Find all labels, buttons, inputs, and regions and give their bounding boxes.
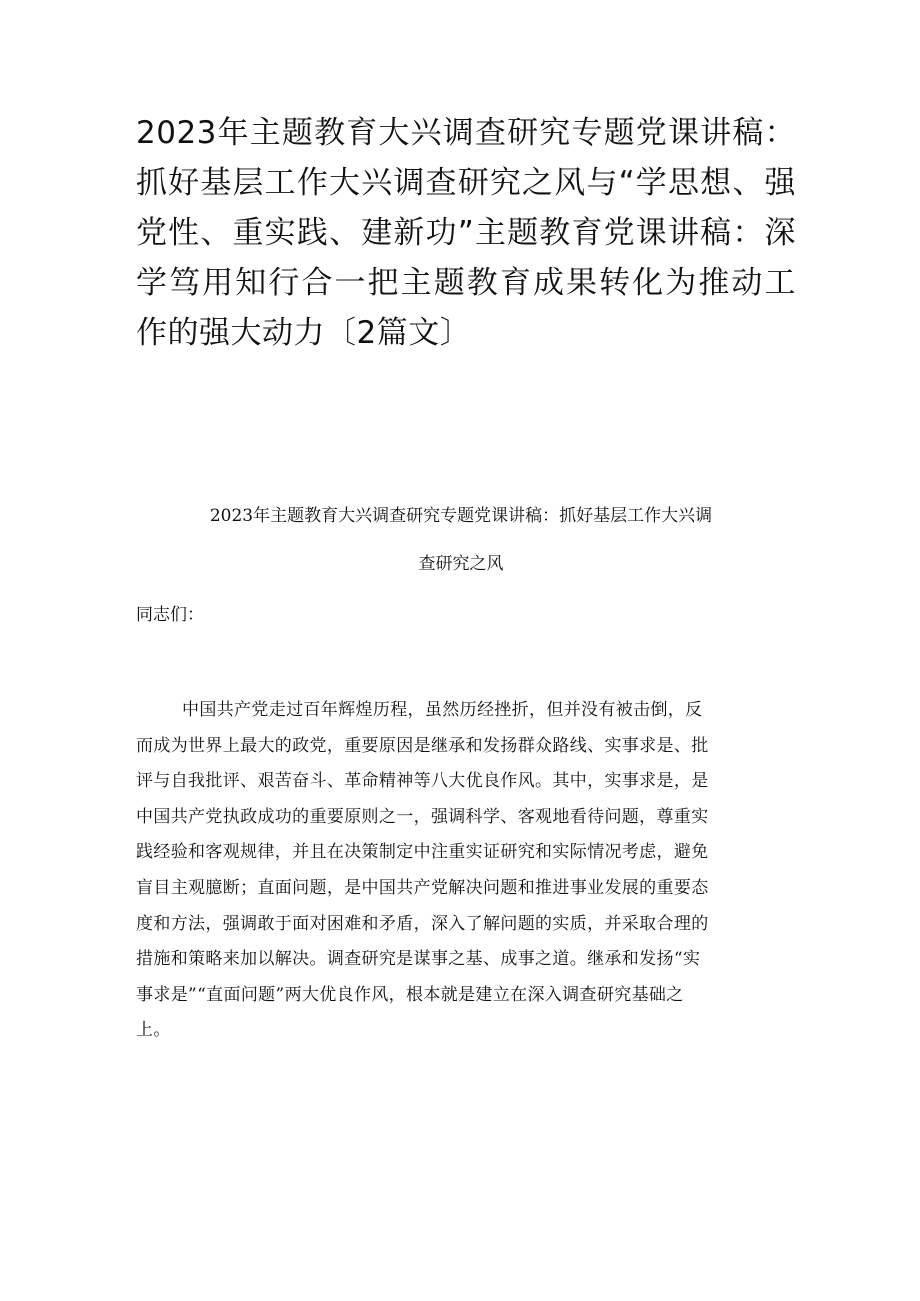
paragraph-line: 而成为世界上最大的政党，重要原因是继承和发扬群众路线、实事求是、批 (136, 735, 709, 756)
paragraph-line: 上。 (136, 1020, 171, 1041)
section-title-line-2: 查研究之风 (418, 554, 504, 574)
paragraph-line: 度和方法，强调敢于面对困难和矛盾，深入了解问题的实质，并采取合理的 (136, 913, 709, 934)
salutation: 同志们： (136, 605, 204, 625)
body-paragraph (136, 694, 788, 1050)
paragraph-line: 盲目主观臆断；直面问题，是中国共产党解决问题和推进事业发展的重要态 (136, 877, 709, 898)
paragraph-line: 践经验和客观规律，并且在决策制定中注重实证研究和实际情况考虑，避免 (136, 842, 709, 863)
paragraph-line: 事求是”“直面问题”两大优良作风，根本就是建立在深入调查研究基础之 (136, 984, 684, 1005)
paragraph-line: 中国共产党走过百年辉煌历程，虽然历经挫折，但并没有被击倒，反 (182, 700, 703, 720)
section-title-line-1: 2023年主题教育大兴调查研究专题党课讲稿：抓好基层工作大兴调 (209, 506, 713, 526)
document-main-title: 2023年主题教育大兴调查研究专题党课讲稿：抓好基层工作大兴调查研究之风与“学思想、强党性、重实践、建新功”主题教育党课讲稿：深学笃用知行合一把主题教育成果转化为推动工作的强大动力〔2篇文〕 (136, 115, 796, 351)
paragraph-line: 措施和策略来加以解决。调查研究是谋事之基、成事之道。继承和发扬“实 (136, 949, 701, 970)
paragraph-line: 中国共产党执政成功的重要原则之一，强调科学、客观地看待问题，尊重实 (136, 806, 709, 827)
paragraph-line: 评与自我批评、艰苦奋斗、革命精神等八大优良作风。其中，实事求是，是 (136, 771, 709, 792)
